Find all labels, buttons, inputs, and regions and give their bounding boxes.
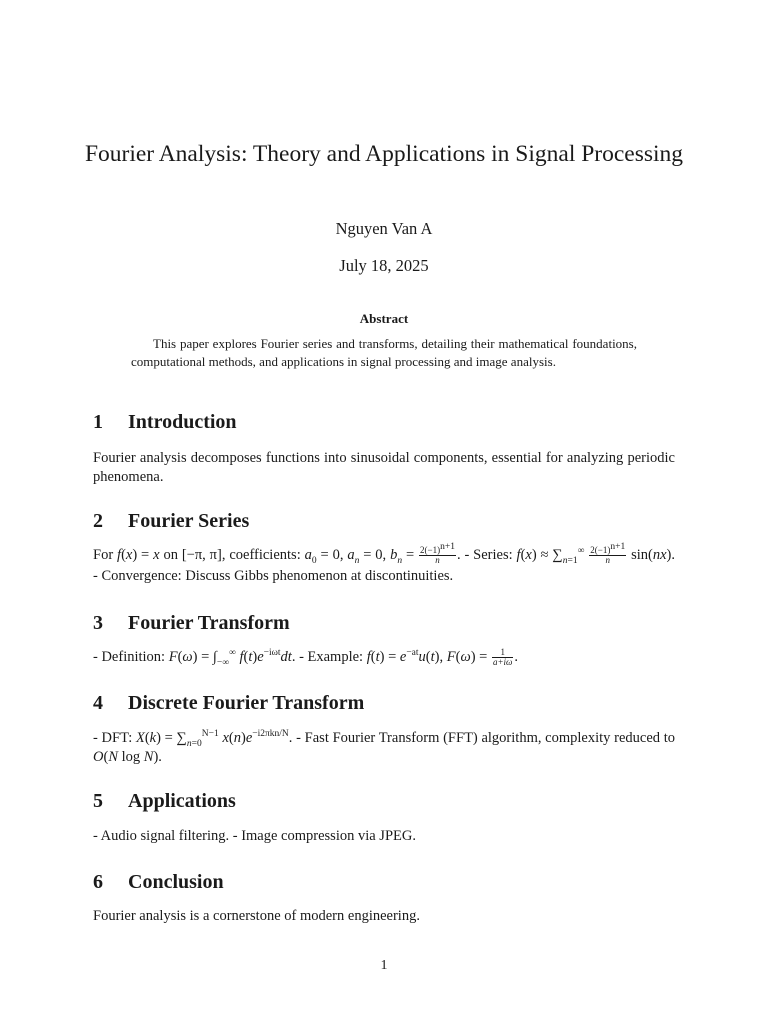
section-heading-introduction (93, 411, 237, 434)
series-text-1: For (93, 547, 118, 563)
math-fx-eq-x: f (117, 547, 122, 563)
transform-text-1: - Definition: (93, 649, 169, 665)
abstract-text: This paper explores Fourier series and transforms, detailing their mathematical foundations, computational methods, and applications in signal processing and image analysis. (131, 336, 637, 369)
section-heading-conclusion (93, 871, 224, 894)
section-heading-fourier-series (93, 510, 249, 533)
conclusion-text: Fourier analysis is a cornerstone of modern engineering. (93, 908, 420, 924)
section-title: Introduction (128, 411, 237, 433)
series-text-4: . - Convergence: Discuss Gibbs phenomenon at discontinuities. (93, 547, 676, 584)
section-number: 2 (93, 510, 103, 532)
dft-text: - DFT: $X(k) = \sum_{n=0}^{N-1}$ $x(n)e^{-i2\pi kn/N}$. - Fast Fourier Transform (FFT) algorithm, complexity reduced to O(N log N). (93, 729, 676, 765)
paper-title: Fourier Analysis: Theory and Applications in Signal Processing (84, 141, 684, 167)
applications-text: - Audio signal filtering. - Image compression via JPEG. (93, 828, 416, 844)
transform-text-2: . - Example: (291, 649, 367, 665)
math-fraction-bn: $\frac{2(-1)^{n+1}}{n}$ (420, 542, 455, 566)
fourier-series-text: For f(x) = x on [−π, π], coefficients: $a_0 = 0$, $a_n = 0$, $b_n$ = $\frac{2(-1)^{n+1}}{n}$ . - Series: $f(x) \approx \sum_{n=1}^\infty$ $\frac{2(-1)^{n+1}}{n}$ sin(nx). - Convergence: Discuss Gibbs phenomenon at discontinuities. (93, 542, 676, 584)
section-number: 3 (93, 612, 103, 634)
section-title: Fourier Series (128, 510, 250, 532)
introduction-text: Fourier analysis decomposes functions into sinusoidal components, essential for analyzing periodic phenomena. (93, 450, 675, 485)
series-text-3: . - Series: (456, 547, 517, 563)
fourier-transform-text: - Definition: $F(\omega) = \int_{-\infty}^\infty$ $f(t)e^{-i\omega t}dt$. - Example: $f(t) = e^{-at}u(t)$, F(ω) = $\frac{1}{a+i\omega}$ . (93, 647, 519, 668)
dft-text-2: . - Fast Fourier Transform (FFT) algorithm, complexity reduced to (288, 730, 676, 746)
section-number: 1 (93, 411, 103, 433)
paper-author: Nguyen Van A (335, 219, 433, 238)
abstract-heading: Abstract (359, 311, 409, 326)
section-number: 6 (93, 871, 103, 893)
series-text-2: on [−π, π], coefficients: (159, 547, 305, 563)
section-title: Discrete Fourier Transform (128, 692, 365, 714)
page-number: 1 (380, 958, 388, 973)
dft-text-1: - DFT: (93, 730, 136, 746)
section-title: Fourier Transform (128, 612, 290, 634)
section-title: Applications (128, 790, 236, 812)
section-number: 5 (93, 790, 103, 812)
section-heading-applications (93, 790, 236, 813)
section-number: 4 (93, 692, 103, 714)
section-heading-dft (93, 692, 364, 715)
math-fraction-transform: $\frac{1}{a+i\omega}$ (492, 647, 513, 668)
section-title: Conclusion (128, 871, 224, 893)
section-heading-fourier-transform (93, 612, 290, 635)
math-fraction-series: $\frac{2(-1)^{n+1}}{n}$ (590, 542, 626, 566)
paper-date: July 18, 2025 (339, 256, 429, 275)
